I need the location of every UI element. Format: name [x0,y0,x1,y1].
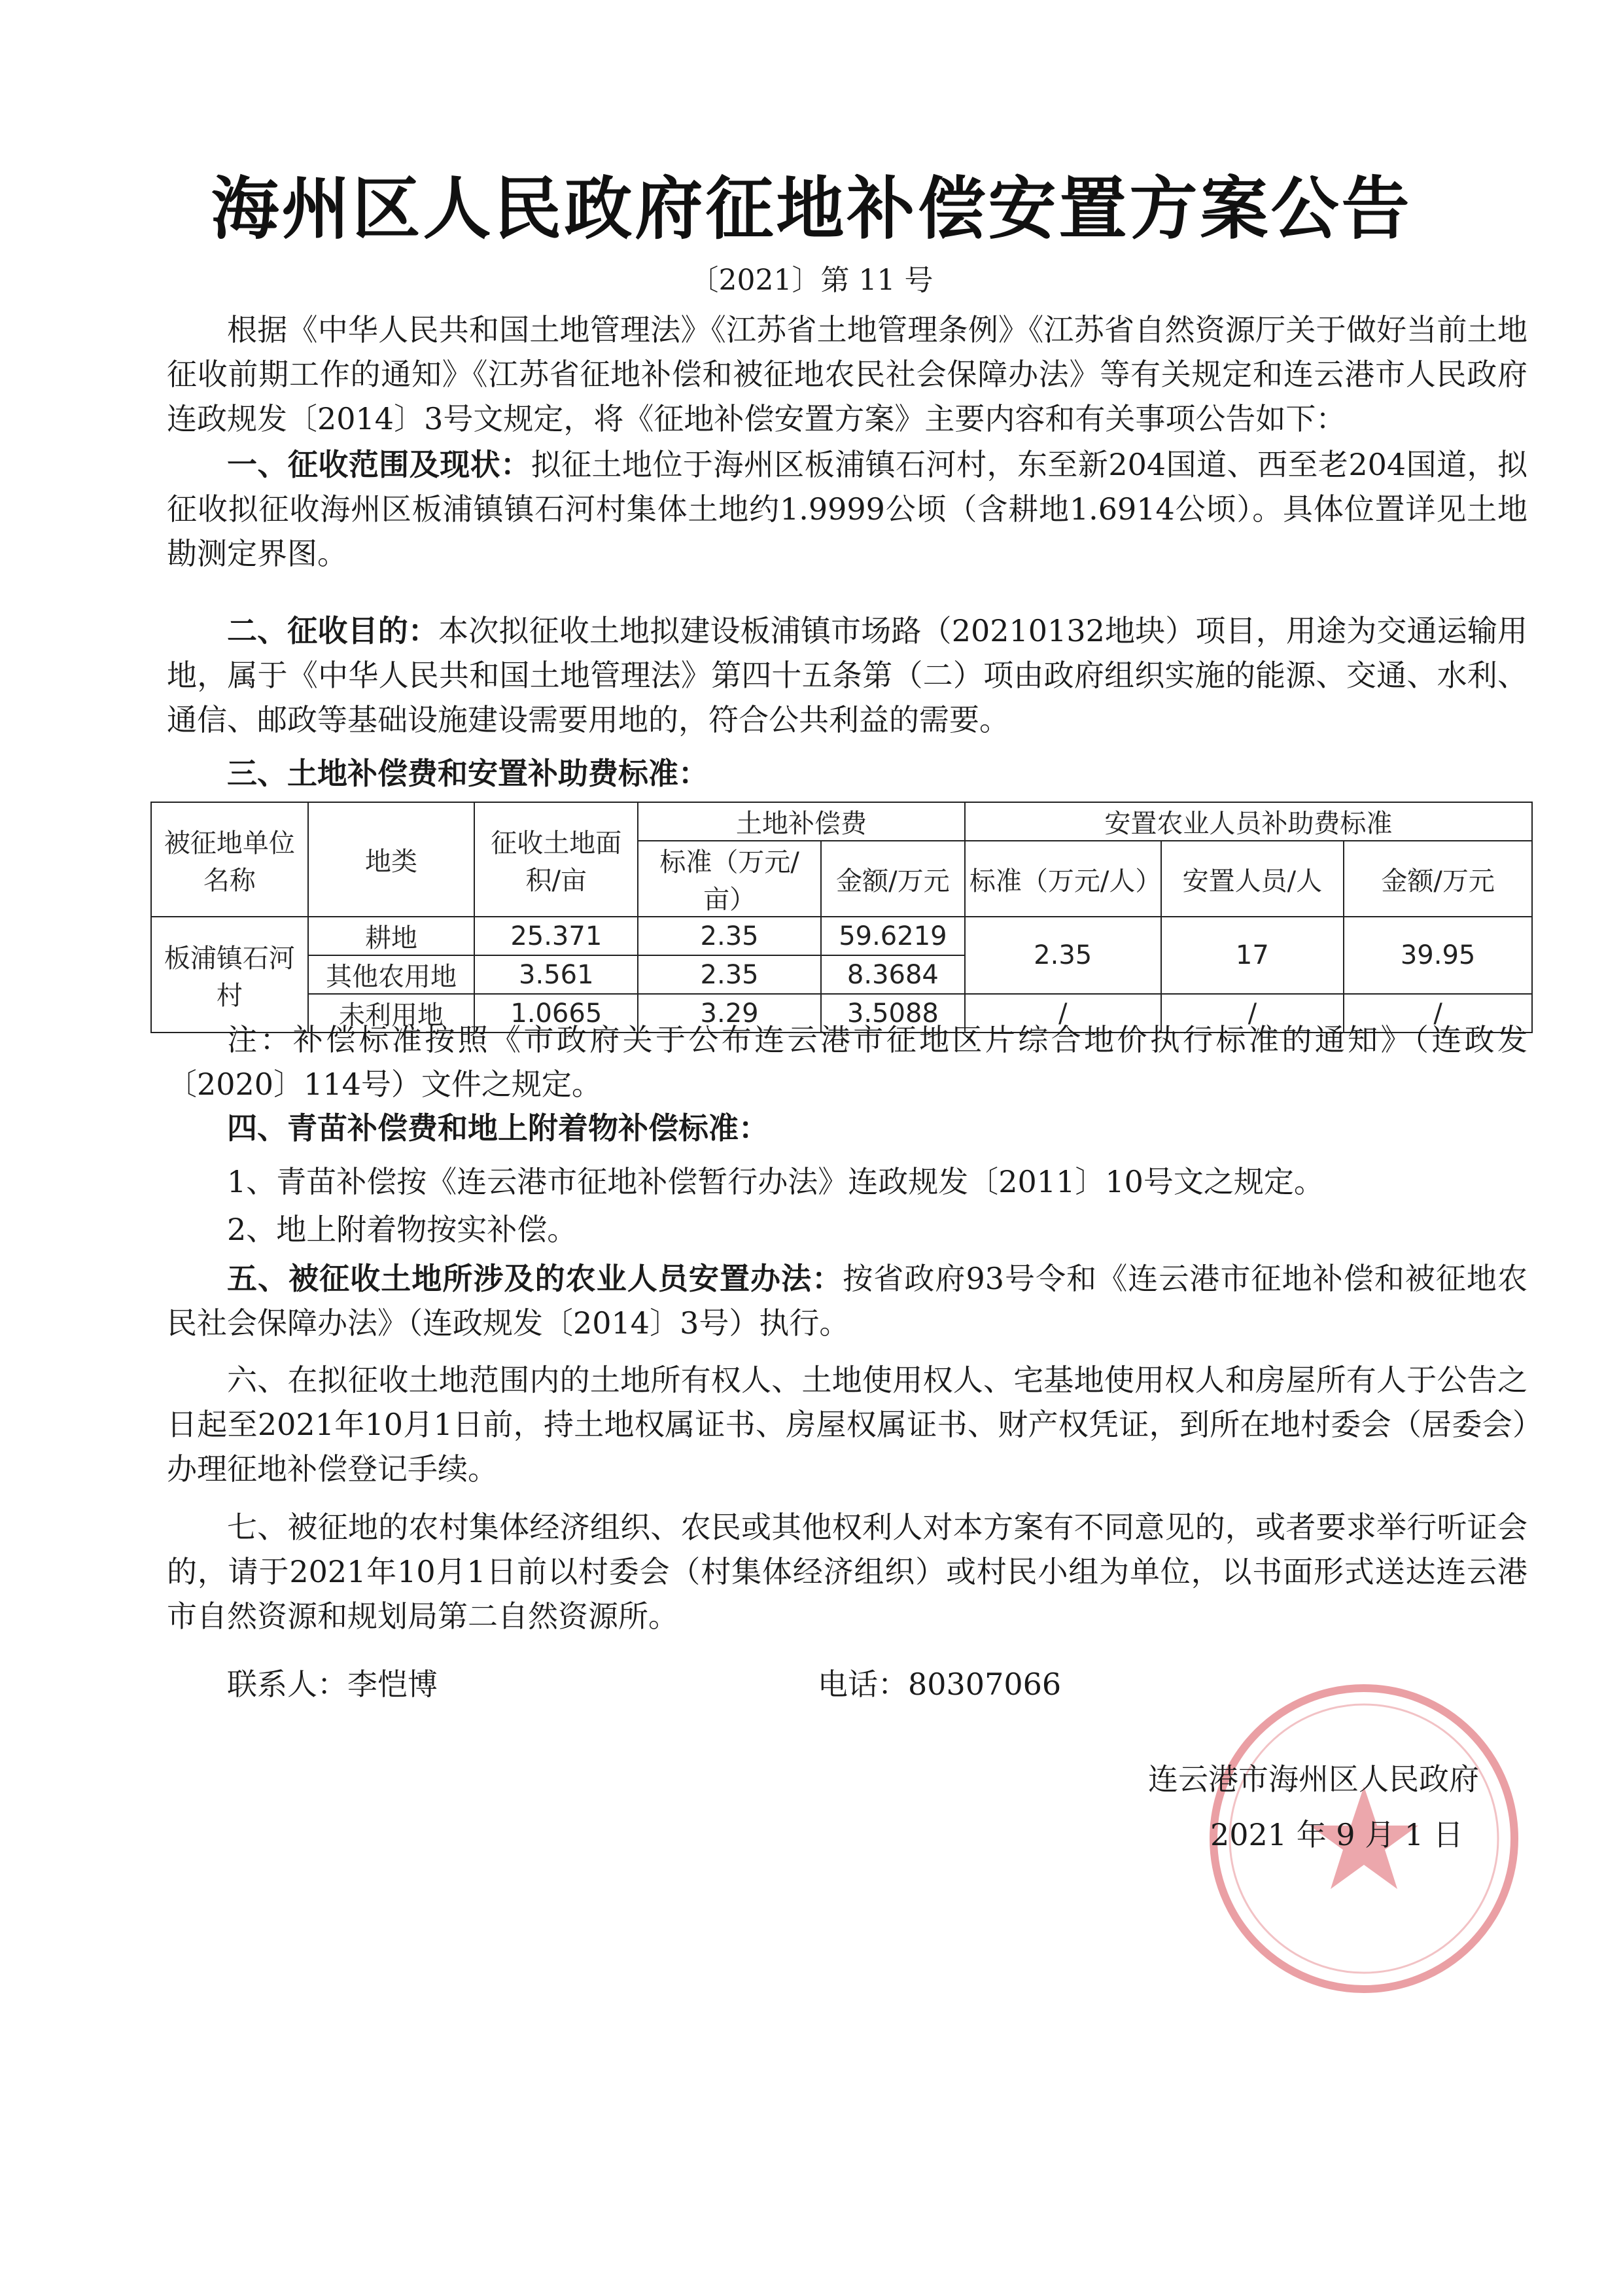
comp-amount-cell: 8.3684 [821,955,965,994]
area-cell: 25.371 [474,917,638,955]
section-3 [167,751,1527,796]
area-cell: 1.0665 [474,994,638,1033]
unit-name-cell: 板浦镇石河村 [151,917,308,1033]
section-4-item-2: 2、地上附着物按实补偿。 [227,1212,578,1247]
res-amount-empty-cell: / [1344,994,1532,1033]
issue-date: 2021 年 9 月 1 日 [1210,1817,1463,1852]
contact-phone: 电话：80307066 [818,1667,1062,1702]
section-2-body: 本次拟征收土地拟建设板浦镇市场路（20210132地块）项目，用途为交通运输用地，属于《中华人民共和国土地管理法》第四十五条第（二）项由政府组织实施的能源、交通、水利、通信、邮政等基础设施建设需要用地的，符合公共利益的需要。 [167,613,1528,737]
section-2-title: 二、征收目的： [227,613,439,648]
section-5-title: 五、被征收土地所涉及的农业人员安置办法： [227,1261,843,1296]
comp-amount-cell: 59.6219 [821,917,965,955]
compensation-table [150,802,1533,1033]
header-res-standard: 标准（万元/人） [965,841,1161,917]
land-type-cell: 未利用地 [308,994,475,1033]
header-unit: 被征地单位名称 [151,802,308,917]
document-number: 〔2021〕第 11 号 [689,264,934,297]
header-area: 征收土地面积/亩 [474,802,638,917]
section-1-title: 一、征收范围及现状： [227,447,531,482]
res-standard-cell: 2.35 [965,917,1161,994]
res-standard-empty-cell: / [965,994,1161,1033]
section-3-title: 三、土地补偿费和安置补助费标准： [227,756,708,791]
section-5 [167,1256,1527,1345]
section-4-title: 四、青苗补偿费和地上附着物补偿标准： [227,1110,769,1146]
header-res-amount: 金额/万元 [1344,841,1532,917]
section-5-body: 按省政府93号令和《连云港市征地补偿和被征地农民社会保障办法》（连政规发〔2014〕3号）执行。 [167,1261,1527,1341]
table-header-row [151,802,1532,841]
res-people-cell: 17 [1161,917,1344,994]
comp-amount-cell: 3.5088 [821,994,965,1033]
comp-standard-cell: 2.35 [638,955,821,994]
table-row [151,917,1532,955]
section-1 [167,442,1527,576]
issuer-name: 连云港市海州区人民政府 [1148,1761,1479,1797]
section-2 [167,609,1527,742]
section-1-body: 拟征土地位于海州区板浦镇石河村，东至新204国道、西至老204国道，拟征收拟征收海州区板浦镇镇石河村集体土地约1.9999公顷（含耕地1.6914公顷）。具体位置详见土地勘测定界图。 [167,447,1528,571]
header-comp-amount: 金额/万元 [821,841,965,917]
page-title: 海州区人民政府征地补偿安置方案公告 [211,168,1412,249]
table-note: 注：补偿标准按照《市政府关于公布连云港市征地区片综合地价执行标准的通知》（连政发〔2020〕114号）文件之规定。 [167,1022,1527,1102]
header-comp-standard: 标准（万元/亩） [638,841,821,917]
res-amount-cell: 39.95 [1344,917,1532,994]
res-people-empty-cell: / [1161,994,1344,1033]
land-type-cell: 其他农用地 [308,955,475,994]
header-res-people: 安置人员/人 [1161,841,1344,917]
section-7: 七、被征地的农村集体经济组织、农民或其他权利人对本方案有不同意见的，或者要求举行听证会的，请于2021年10月1日前以村委会（村集体经济组织）或村民小组为单位，以书面形式送达连云港市自然资源和规划局第二自然资源所。 [167,1510,1527,1634]
header-resettlement: 安置农业人员补助费标准 [965,802,1532,841]
contact-person: 联系人：李恺博 [227,1667,438,1702]
comp-standard-cell: 2.35 [638,917,821,955]
comp-standard-cell: 3.29 [638,994,821,1033]
section-6: 六、在拟征收土地范围内的土地所有权人、土地使用权人、宅基地使用权人和房屋所有人于公告之日起至2021年10月1日前，持土地权属证书、房屋权属证书、财产权凭证，到所在地村委会（居委会）办理征地补偿登记手续。 [167,1362,1527,1487]
land-type-cell: 耕地 [308,917,475,955]
section-4-item-1: 1、青苗补偿按《连云港市征地补偿暂行办法》连政规发〔2011〕10号文之规定。 [227,1164,1324,1199]
intro-paragraph: 根据《中华人民共和国土地管理法》《江苏省土地管理条例》《江苏省自然资源厅关于做好当前土地征收前期工作的通知》《江苏省征地补偿和被征地农民社会保障办法》等有关规定和连云港市人民政府连政规发〔2014〕3号文规定，将《征地补偿安置方案》主要内容和有关事项公告如下： [167,312,1527,436]
header-land-type: 地类 [308,802,475,917]
header-land-compensation: 土地补偿费 [638,802,965,841]
area-cell: 3.561 [474,955,638,994]
